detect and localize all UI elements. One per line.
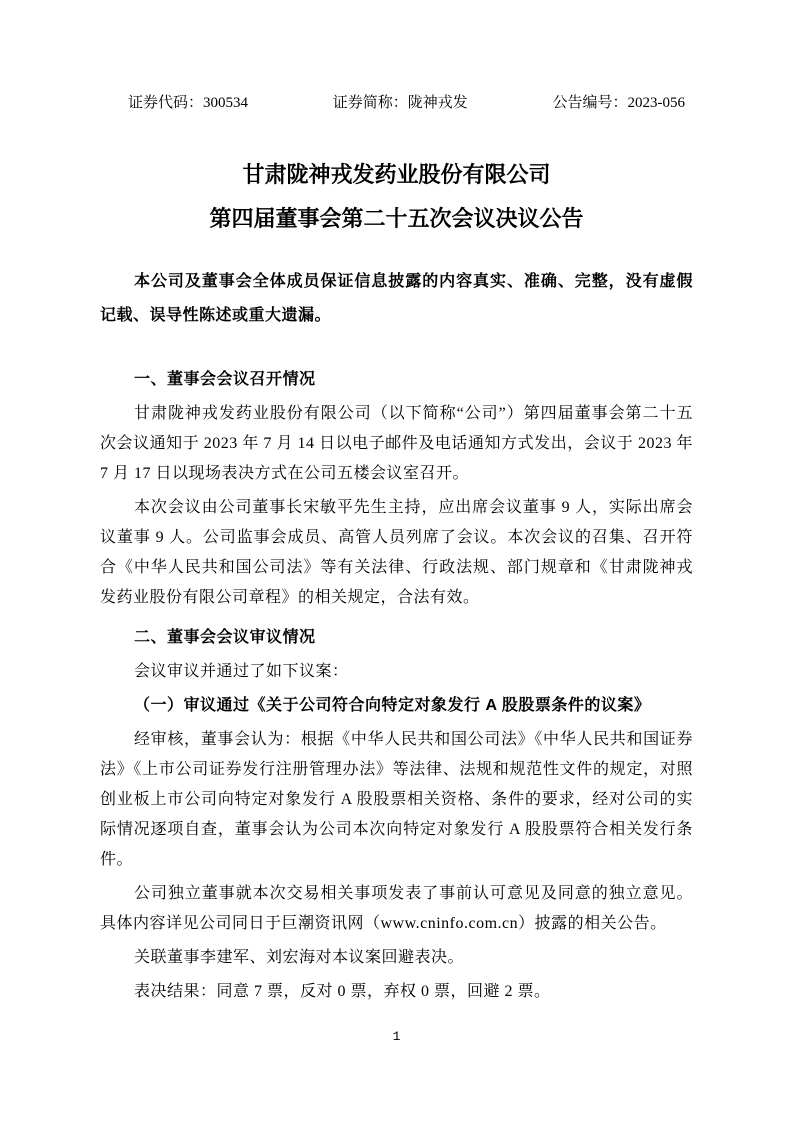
stock-code: 证券代码：300534 — [128, 95, 249, 111]
header-meta — [100, 93, 693, 113]
section-heading-review: 二、董事会会议审议情况 — [134, 629, 316, 646]
proposal-1-review-opinion: 经审核，董事会认为：根据《中华人民共和国公司法》《中华人民共和国证券法》《上市公司证券发行注册管理办法》等法律、法规和规范性文件的规定，对照创业板上市公司向特定对象发行 A 股股票相关资格、条件的要求，经对公司的实际情况逐项自查，董事会认为公司本次向特定对象发行 A 股股票符合相关发行条件。 — [100, 731, 693, 868]
page-number: 1 — [392, 1029, 401, 1044]
proposal-1-independent-directors-opinion: 公司独立董事就本次交易相关事项发表了事前认可意见及同意的独立意见。具体内容详见公司同日于巨潮资讯网（www.cninfo.com.cn）披露的相关公告。 — [100, 885, 693, 932]
convening-paragraph-notice: 甘肃陇神戎发药业股份有限公司（以下简称“公司”）第四届董事会第二十五次会议通知于 2023 年 7 月 14 日以电子邮件及电话通知方式发出，会议于 2023 年 7 月 17 日以现场表决方式在公司五楼会议室召开。 — [100, 405, 693, 482]
company-name-title-line: 甘肃陇神戎发药业股份有限公司 — [242, 162, 551, 187]
proposal-1-related-directors-abstain: 关联董事李建军、刘宏海对本议案回避表决。 — [134, 949, 465, 966]
convening-paragraph-attendance: 本次会议由公司董事长宋敏平先生主持，应出席会议董事 9 人，实际出席会议董事 9 人。公司监事会成员、高管人员列席了会议。本次会议的召集、召开符合《中华人民共和国公司法》等有关法律、行政法规、部门规章和《甘肃陇神戎发药业股份有限公司章程》的相关规定，合法有效。 — [100, 499, 693, 606]
stock-short-name: 证券简称：陇神戎发 — [332, 95, 468, 111]
document-title — [100, 153, 693, 241]
proposal-1-heading: （一）审议通过《关于公司符合向特定对象发行 A 股股票条件的议案》 — [134, 697, 651, 714]
meeting-resolution-title-line: 第四届董事会第二十五次会议决议公告 — [209, 206, 584, 231]
section-heading-convening: 一、董事会会议召开情况 — [134, 371, 316, 388]
disclaimer-statement: 本公司及董事会全体成员保证信息披露的内容真实、准确、完整，没有虚假记载、误导性陈述或重大遗漏。 — [100, 273, 693, 324]
proposal-1-vote-result: 表决结果：同意 7 票，反对 0 票，弃权 0 票，回避 2 票。 — [134, 983, 551, 1000]
announcement-number: 公告编号：2023-056 — [552, 95, 685, 111]
review-intro: 会议审议并通过了如下议案： — [134, 663, 349, 680]
